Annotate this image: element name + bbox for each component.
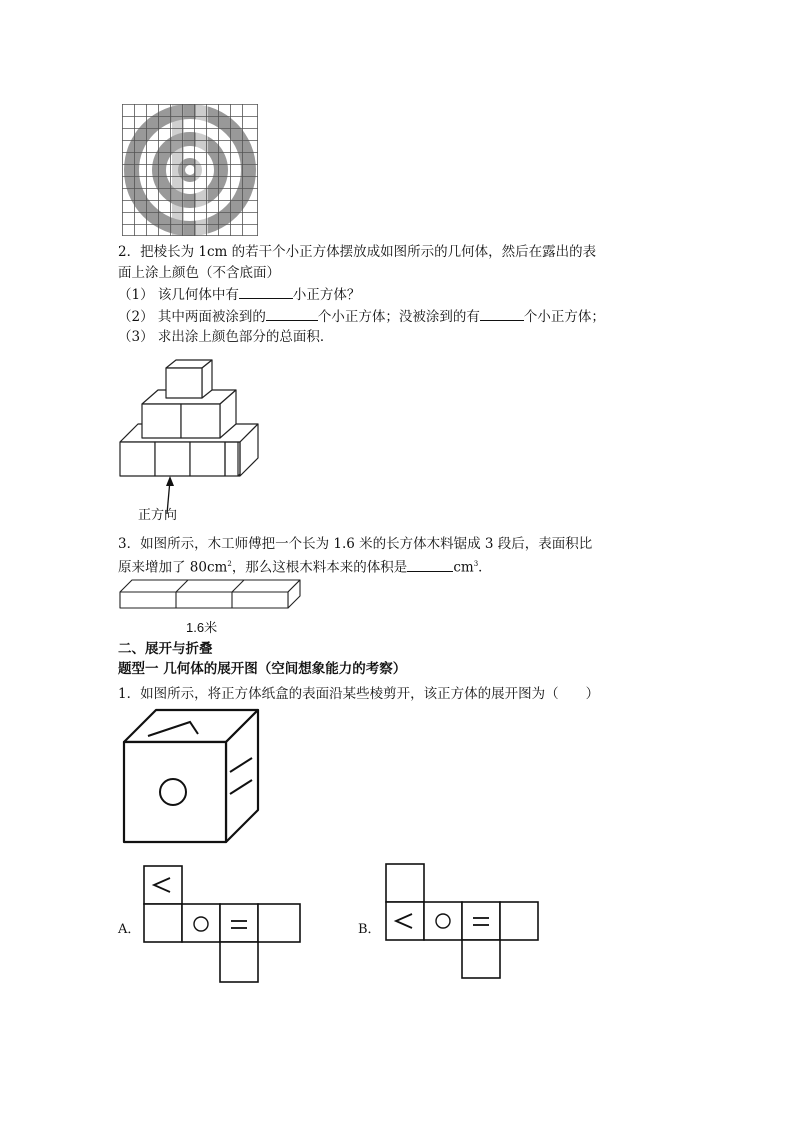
q1-text: 1．如图所示，将正方体纸盒的表面沿某些棱剪开，该正方体的展开图为（ ）	[118, 686, 600, 702]
q3-superscript-3: 3	[473, 560, 479, 568]
q2-part2-text-b: 个小正方体；没被涂到的有	[317, 309, 480, 325]
q2-line1: 2．把棱长为 1cm 的若干个小正方体摆放成如图所示的几何体，然后在露出的表	[118, 244, 597, 260]
q2-part1-text-b: 小正方体？	[292, 287, 361, 303]
q2-part1-text-a: （1） 该几何体中有	[118, 287, 239, 303]
section-title: 二、展开与折叠	[118, 641, 213, 657]
q2-part1	[118, 286, 360, 303]
front-direction-label: 正方向	[138, 508, 178, 523]
option-a-label[interactable]: A．	[118, 922, 141, 937]
q3-line2	[118, 556, 492, 576]
option-a-net[interactable]	[140, 862, 308, 986]
q2-line2: 面上涂上颜色（不含底面）	[118, 265, 280, 281]
stacked-cubes-figure	[118, 352, 268, 524]
q2-part2-text-a: （2） 其中两面被涂到的	[118, 309, 266, 325]
answer-blank-count[interactable]	[239, 286, 293, 299]
answer-blank-two-faces[interactable]	[266, 308, 318, 321]
q3-line1: 3．如图所示，木工师傅把一个长为 1.6 米的长方体木料锯成 3 段后，表面积比	[118, 536, 593, 552]
answer-blank-unpainted[interactable]	[480, 308, 524, 321]
q3-unit: cm	[453, 559, 474, 576]
wooden-beam-figure	[118, 576, 304, 612]
q3-superscript-2: 2	[227, 560, 232, 568]
q3-line2-text-a: 原来增加了 80cm	[118, 559, 228, 576]
q3-line2-text-b: ，那么这根木料本来的体积是	[231, 559, 408, 576]
beam-length-label: 1.6米	[186, 620, 218, 635]
answer-blank-volume[interactable]	[407, 559, 453, 572]
concentric-grid-figure	[122, 104, 258, 236]
q3-line2-end: ．	[478, 559, 492, 576]
symbol-cube-figure	[118, 706, 264, 848]
option-b-label[interactable]: B．	[358, 922, 381, 937]
option-b-net[interactable]	[382, 860, 552, 984]
q2-part3: （3） 求出涂上颜色部分的总面积．	[118, 329, 334, 345]
q2-part2	[118, 308, 605, 325]
q2-part2-text-c: 个小正方体；	[523, 309, 605, 325]
section-subtitle: 题型一 几何体的展开图（空间想象能力的考察）	[118, 661, 407, 677]
